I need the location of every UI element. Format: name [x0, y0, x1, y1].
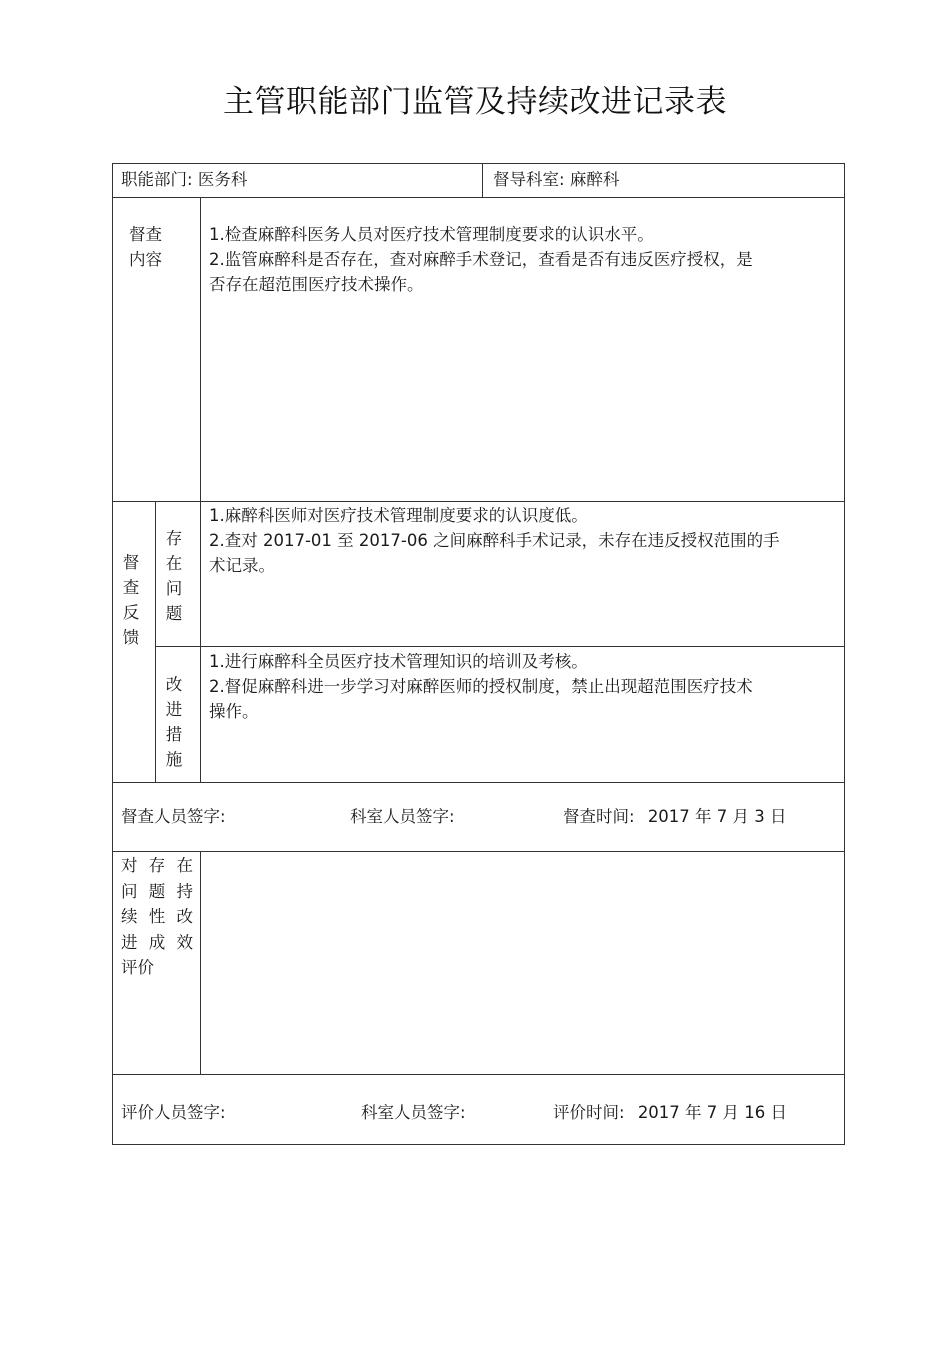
inspector-signature-label: 督查人员签字:: [121, 807, 226, 826]
evaluation-label: [121, 853, 193, 981]
label-colon: :: [559, 170, 570, 189]
measures-label-char: 进: [165, 700, 183, 719]
evaluator-signature-label: 评价人员签字:: [121, 1103, 226, 1122]
problems-line: 1.麻醉科医师对医疗技术管理制度要求的认识度低。: [209, 506, 588, 525]
problems-label-char: 在: [165, 554, 183, 573]
form-title: 主管职能部门监管及持续改进记录表: [223, 84, 727, 120]
problems-label-char: 存: [165, 529, 183, 548]
problems-label-char: 问: [165, 579, 183, 598]
problems-line: 2.查对 2017-01 至 2017-06 之间麻醉科手术记录，未存在违反授权范围的手: [209, 531, 780, 550]
supervised-value: 麻醉科: [569, 170, 620, 189]
dept-staff-signature-label-2: 科室人员签字:: [361, 1103, 466, 1122]
inspection-line: 2.监管麻醉科是否存在，查对麻醉手术登记，查看是否有违反医疗授权，是: [209, 250, 753, 269]
dept-label: 职能部门: [121, 170, 187, 189]
measures-line: 操作。: [209, 702, 259, 721]
supervised-field: [493, 167, 619, 192]
evaluation-label-line: 进 成 效: [121, 932, 193, 952]
inspection-line: 否存在超范围医疗技术操作。: [209, 275, 424, 294]
inspection-time: [563, 804, 787, 829]
inspection-content: [209, 222, 753, 297]
problems-content: [209, 503, 780, 578]
inspection-time-value: 2017 年 7 月 3 日: [647, 807, 787, 826]
inspection-label-line: 内容: [129, 250, 162, 269]
feedback-label: [121, 550, 141, 650]
record-form: [112, 163, 845, 1145]
measures-label-char: 措: [165, 725, 183, 744]
evaluation-time: [553, 1100, 787, 1125]
measures-label: [164, 672, 184, 772]
dept-value: 医务科: [197, 170, 248, 189]
measures-label-char: 施: [165, 750, 183, 769]
evaluation-label-line: 对 存 在: [121, 856, 193, 875]
problems-label: [164, 526, 184, 626]
feedback-label-char: 督: [122, 553, 140, 572]
measures-line: 2.督促麻醉科进一步学习对麻醉医师的授权制度，禁止出现超范围医疗技术: [209, 677, 753, 696]
measures-content: [209, 649, 753, 724]
evaluation-label-line: 问 题 持: [121, 881, 193, 901]
inspection-line: 1.检查麻醉科医务人员对医疗技术管理制度要求的认识水平。: [209, 225, 654, 244]
measures-label-char: 改: [165, 675, 183, 694]
label-colon: :: [187, 170, 198, 189]
dept-staff-signature-label: 科室人员签字:: [350, 807, 455, 826]
evaluation-content[interactable]: [209, 859, 829, 1064]
supervised-label: 督导科室: [493, 170, 559, 189]
inspection-label: [129, 222, 162, 272]
evaluation-label-line: 评价: [121, 958, 154, 977]
evaluation-label-line: 续 性 改: [121, 907, 193, 926]
evaluation-time-value: 2017 年 7 月 16 日: [637, 1103, 788, 1122]
inspection-label-line: 督查: [129, 225, 162, 244]
feedback-label-char: 馈: [122, 628, 140, 647]
feedback-label-char: 查: [122, 578, 140, 597]
dept-field: [121, 167, 247, 192]
measures-line: 1.进行麻醉科全员医疗技术管理知识的培训及考核。: [209, 652, 588, 671]
problems-label-char: 题: [165, 604, 183, 623]
feedback-label-char: 反: [122, 603, 140, 622]
inspection-time-label: 督查时间:: [563, 807, 635, 826]
evaluation-time-label: 评价时间:: [553, 1103, 625, 1122]
problems-line: 术记录。: [209, 556, 275, 575]
